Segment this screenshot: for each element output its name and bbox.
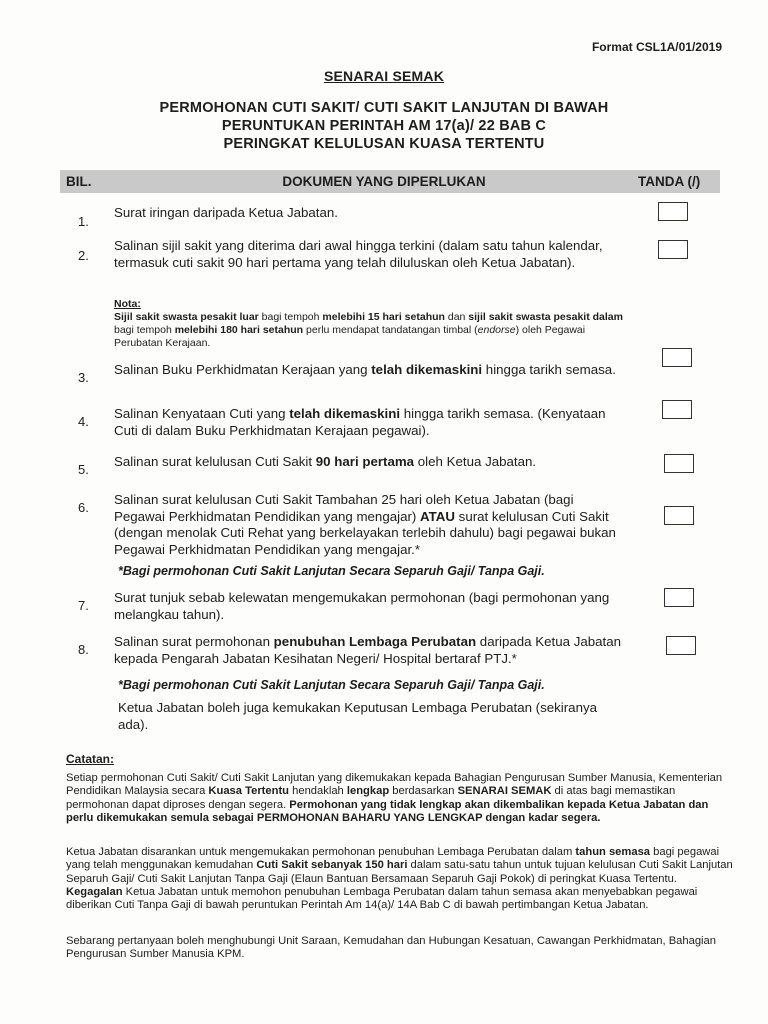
nota-text: Sijil sakit swasta pesakit luar bagi tempoh melebihi 15 hari setahun dan sijil sakit swasta pesakit dalam bagi tempoh melebihi 180 hari setahun perlu mendapat tandatangan timbal (endorse) oleh Pegawai Perubatan Kerajaan. xyxy=(114,311,623,349)
item-number: 1. xyxy=(78,214,89,229)
checkbox-item-2[interactable] xyxy=(658,240,688,259)
footnote-item-8: *Bagi permohonan Cuti Sakit Lanjutan Secara Separuh Gaji/ Tanpa Gaji. xyxy=(118,678,545,692)
footnote-item-6: *Bagi permohonan Cuti Sakit Lanjutan Secara Separuh Gaji/ Tanpa Gaji. xyxy=(118,564,545,578)
catatan-paragraph-1: Setiap permohonan Cuti Sakit/ Cuti Sakit Lanjutan yang dikemukakan kepada Bahagian Pengurusan Sumber Manusia, Kementerian Pendidikan Malaysia secara Kuasa Tertentu hendaklah lengkap berdasarkan SENARAI SEMAK di atas bagi memastikan permohonan dapat diproses dengan segera. Permohonan yang tidak lengkap akan dikembalikan kepada Ketua Jabatan dan perlu dikemukakan semula sebagai PERMOHONAN BAHARU YANG LENGKAP dengan kadar segera. xyxy=(66,772,723,824)
item-text: Salinan Buku Perkhidmatan Kerajaan yang telah dikemaskini hingga tarikh semasa. xyxy=(114,362,616,377)
nota-label: Nota: xyxy=(114,298,141,310)
catatan-paragraph-3: Sebarang pertanyaan boleh menghubungi Unit Saraan, Kemudahan dan Hubungan Kesatuan, Cawangan Perkhidmatan, Bahagian Pengurusan Sumber Manusia KPM. xyxy=(66,935,716,961)
item-number: 4. xyxy=(78,414,89,429)
catatan-title: Catatan: xyxy=(66,752,115,766)
checkbox-item-5[interactable] xyxy=(664,454,694,473)
subtitle-line-3: PERINGKAT KELULUSAN KUASA TERTENTU xyxy=(223,136,545,152)
item-8-extra-text: Ketua Jabatan boleh juga kemukakan Keputusan Lembaga Perubatan (sekiranya ada). xyxy=(118,700,598,732)
item-number: 5. xyxy=(78,462,89,477)
format-code: Format CSL1A/01/2019 xyxy=(591,40,722,54)
item-text: Salinan sijil sakit yang diterima dari awal hingga terkini (dalam satu tahun kalendar, termasuk cuti sakit 90 hari pertama yang telah diluluskan oleh Ketua Jabatan). xyxy=(114,238,603,270)
header-dokumen: DOKUMEN YANG DIPERLUKAN xyxy=(282,174,486,189)
nota-block xyxy=(114,298,626,350)
subtitle-line-1: PERMOHONAN CUTI SAKIT/ CUTI SAKIT LANJUTAN DI BAWAH xyxy=(159,100,609,116)
checkbox-item-7[interactable] xyxy=(664,588,694,607)
checkbox-item-1[interactable] xyxy=(658,202,688,221)
item-text: Salinan Kenyataan Cuti yang telah dikemaskini hingga tarikh semasa. (Kenyataan Cuti di dalam Buku Perkhidmatan Kerajaan pegawai). xyxy=(114,406,606,438)
page-title: SENARAI SEMAK xyxy=(323,68,445,84)
item-text: Salinan surat permohonan penubuhan Lembaga Perubatan daripada Ketua Jabatan kepada Pengarah Jabatan Kesihatan Negeri/ Hospital bertaraf PTJ.* xyxy=(114,634,622,666)
item-text: Surat tunjuk sebab kelewatan mengemukakan permohonan (bagi permohonan yang melangkau tahun). xyxy=(114,590,610,622)
checkbox-item-8[interactable] xyxy=(666,636,696,655)
header-tanda: TANDA (/) xyxy=(638,174,701,189)
item-number: 6. xyxy=(78,500,89,515)
item-number: 3. xyxy=(78,370,89,385)
item-text: Salinan surat kelulusan Cuti Sakit 90 hari pertama oleh Ketua Jabatan. xyxy=(114,454,537,469)
checkbox-item-6[interactable] xyxy=(664,506,694,525)
subtitle-line-2: PERUNTUKAN PERINTAH AM 17(a)/ 22 BAB C xyxy=(221,118,547,134)
checkbox-item-3[interactable] xyxy=(662,348,692,367)
item-text: Surat iringan daripada Ketua Jabatan. xyxy=(114,205,338,220)
item-number: 7. xyxy=(78,598,89,613)
item-number: 8. xyxy=(78,642,89,657)
catatan-paragraph-2: Ketua Jabatan disarankan untuk mengemukakan permohonan penubuhan Lembaga Perubatan dalam tahun semasa bagi pegawai yang telah menggunakan kemudahan Cuti Sakit sebanyak 150 hari dalam satu-satu tahun untuk tujuan kelulusan Cuti Sakit Lanjutan Separuh Gaji/ Cuti Sakit Lanjutan Tanpa Gaji (Elaun Bantuan Bersamaan Separuh Gaji Pokok) di peringkat Kuasa Tertentu. Kegagalan Ketua Jabatan untuk memohon penubuhan Lembaga Perubatan dalam tahun semasa akan menyebabkan pegawai diberikan Cuti Tanpa Gaji di bawah peruntukan Perintah Am 14(a)/ 14A Bab C di bawah pertimbangan Ketua Jabatan. xyxy=(66,846,733,912)
item-number: 2. xyxy=(78,248,89,263)
header-bil: BIL. xyxy=(66,174,92,189)
item-text: Salinan surat kelulusan Cuti Sakit Tambahan 25 hari oleh Ketua Jabatan (bagi Pegawai Perkhidmatan Pendidikan yang mengajar) ATAU surat kelulusan Cuti Sakit (dengan menolak Cuti Rehat yang berkelayakan terlebih dahulu) bagi pegawai bukan Pegawai Perkhidmatan Pendidikan yang mengajar.* xyxy=(114,492,616,557)
checkbox-item-4[interactable] xyxy=(662,400,692,419)
